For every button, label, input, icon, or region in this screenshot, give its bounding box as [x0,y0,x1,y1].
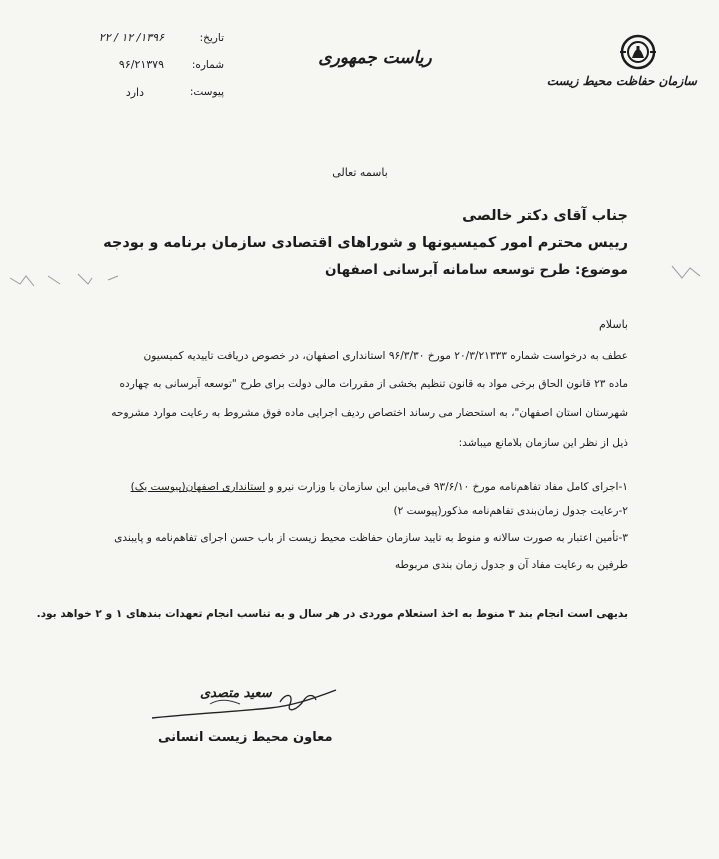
body-line-2: ماده ۲۳ قانون الحاق برخی مواد به قانون تنظیم بخشی از مقررات مالی دولت برای طرح "توسعه آبرسانی به چهارده [119,378,628,390]
body-line-1: عطف به درخواست شماره ۲۰/۳/۲۱۳۳۳ مورخ ۹۶/۳/۳۰ استانداری اصفهان، در خصوص دریافت تاییدیه کمیسیون [143,350,628,362]
organization-name: سازمان حفاظت محیط زیست [546,74,697,88]
list-item-1-text: ۱-اجرای کامل مفاد تفاهم‌نامه مورخ ۹۳/۶/۱۰ فی‌مابین این سازمان با وزارت نیرو و [265,481,628,493]
addressee-title: رییس محترم امور کمیسیونها و شوراهای اقتصادی سازمان برنامه و بودجه [103,235,628,251]
list-item-1-underlined: استانداری اصفهان(پیوست یک) [130,481,266,493]
list-item-3-line-1: ۳-تأمین اعتبار به صورت سالانه و منوط به تایید سازمان حفاظت محیط زیست از باب حسن اجرای تفاهم‌نامه و پایبندی [114,532,628,544]
date-value: ۱۳۹۶/ ۱۲ / ۲۲ [98,31,164,44]
number-value: ۹۶/۲۱۳۷۹ [118,58,164,71]
greeting: باسلام [598,318,628,331]
bismillah: باسمه تعالی [332,166,388,179]
attachment-value: دارد [125,86,144,99]
fold-mark-left-icon [8,268,128,288]
list-item-1 [131,481,628,493]
letter-subject: موضوع: طرح توسعه سامانه آبرسانی اصفهان [325,262,628,278]
date-label: تاریخ: [199,32,224,44]
handwritten-signature-icon [150,684,340,734]
signatory-name: سعید متصدی [200,686,272,701]
list-item-3-line-2: طرفین به رعایت مفاد آن و جدول زمان بندی مربوطه [394,559,628,571]
signatory-title: معاون محیط زیست انسانی [158,730,333,745]
presidency-heading: ریاست جمهوری [318,48,432,68]
closing-paragraph: بدیهی است انجام بند ۳ منوط به اخذ استعلام موردی در هر سال و به تناسب انجام تعهدات بندهای ۱ و ۲ خواهد بود. [36,608,628,620]
list-item-2: ۲-رعایت جدول زمان‌بندی تفاهم‌نامه مذکور(پیوست ۲) [393,505,628,517]
number-label: شماره: [191,59,224,71]
organization-logo-icon [612,32,664,72]
attachment-label: پیوست: [189,86,224,98]
fold-mark-right-icon [668,262,708,282]
body-line-3: شهرستان استان اصفهان"، به استحضار می رساند اختصاص ردیف اجرایی ماده فوق مشروط به رعایت موارد مشروحه [111,407,628,419]
body-line-4: ذیل از نظر این سازمان بلامانع میباشد: [458,437,628,449]
addressee-name: جناب آقای دکتر خالصی [462,208,628,224]
